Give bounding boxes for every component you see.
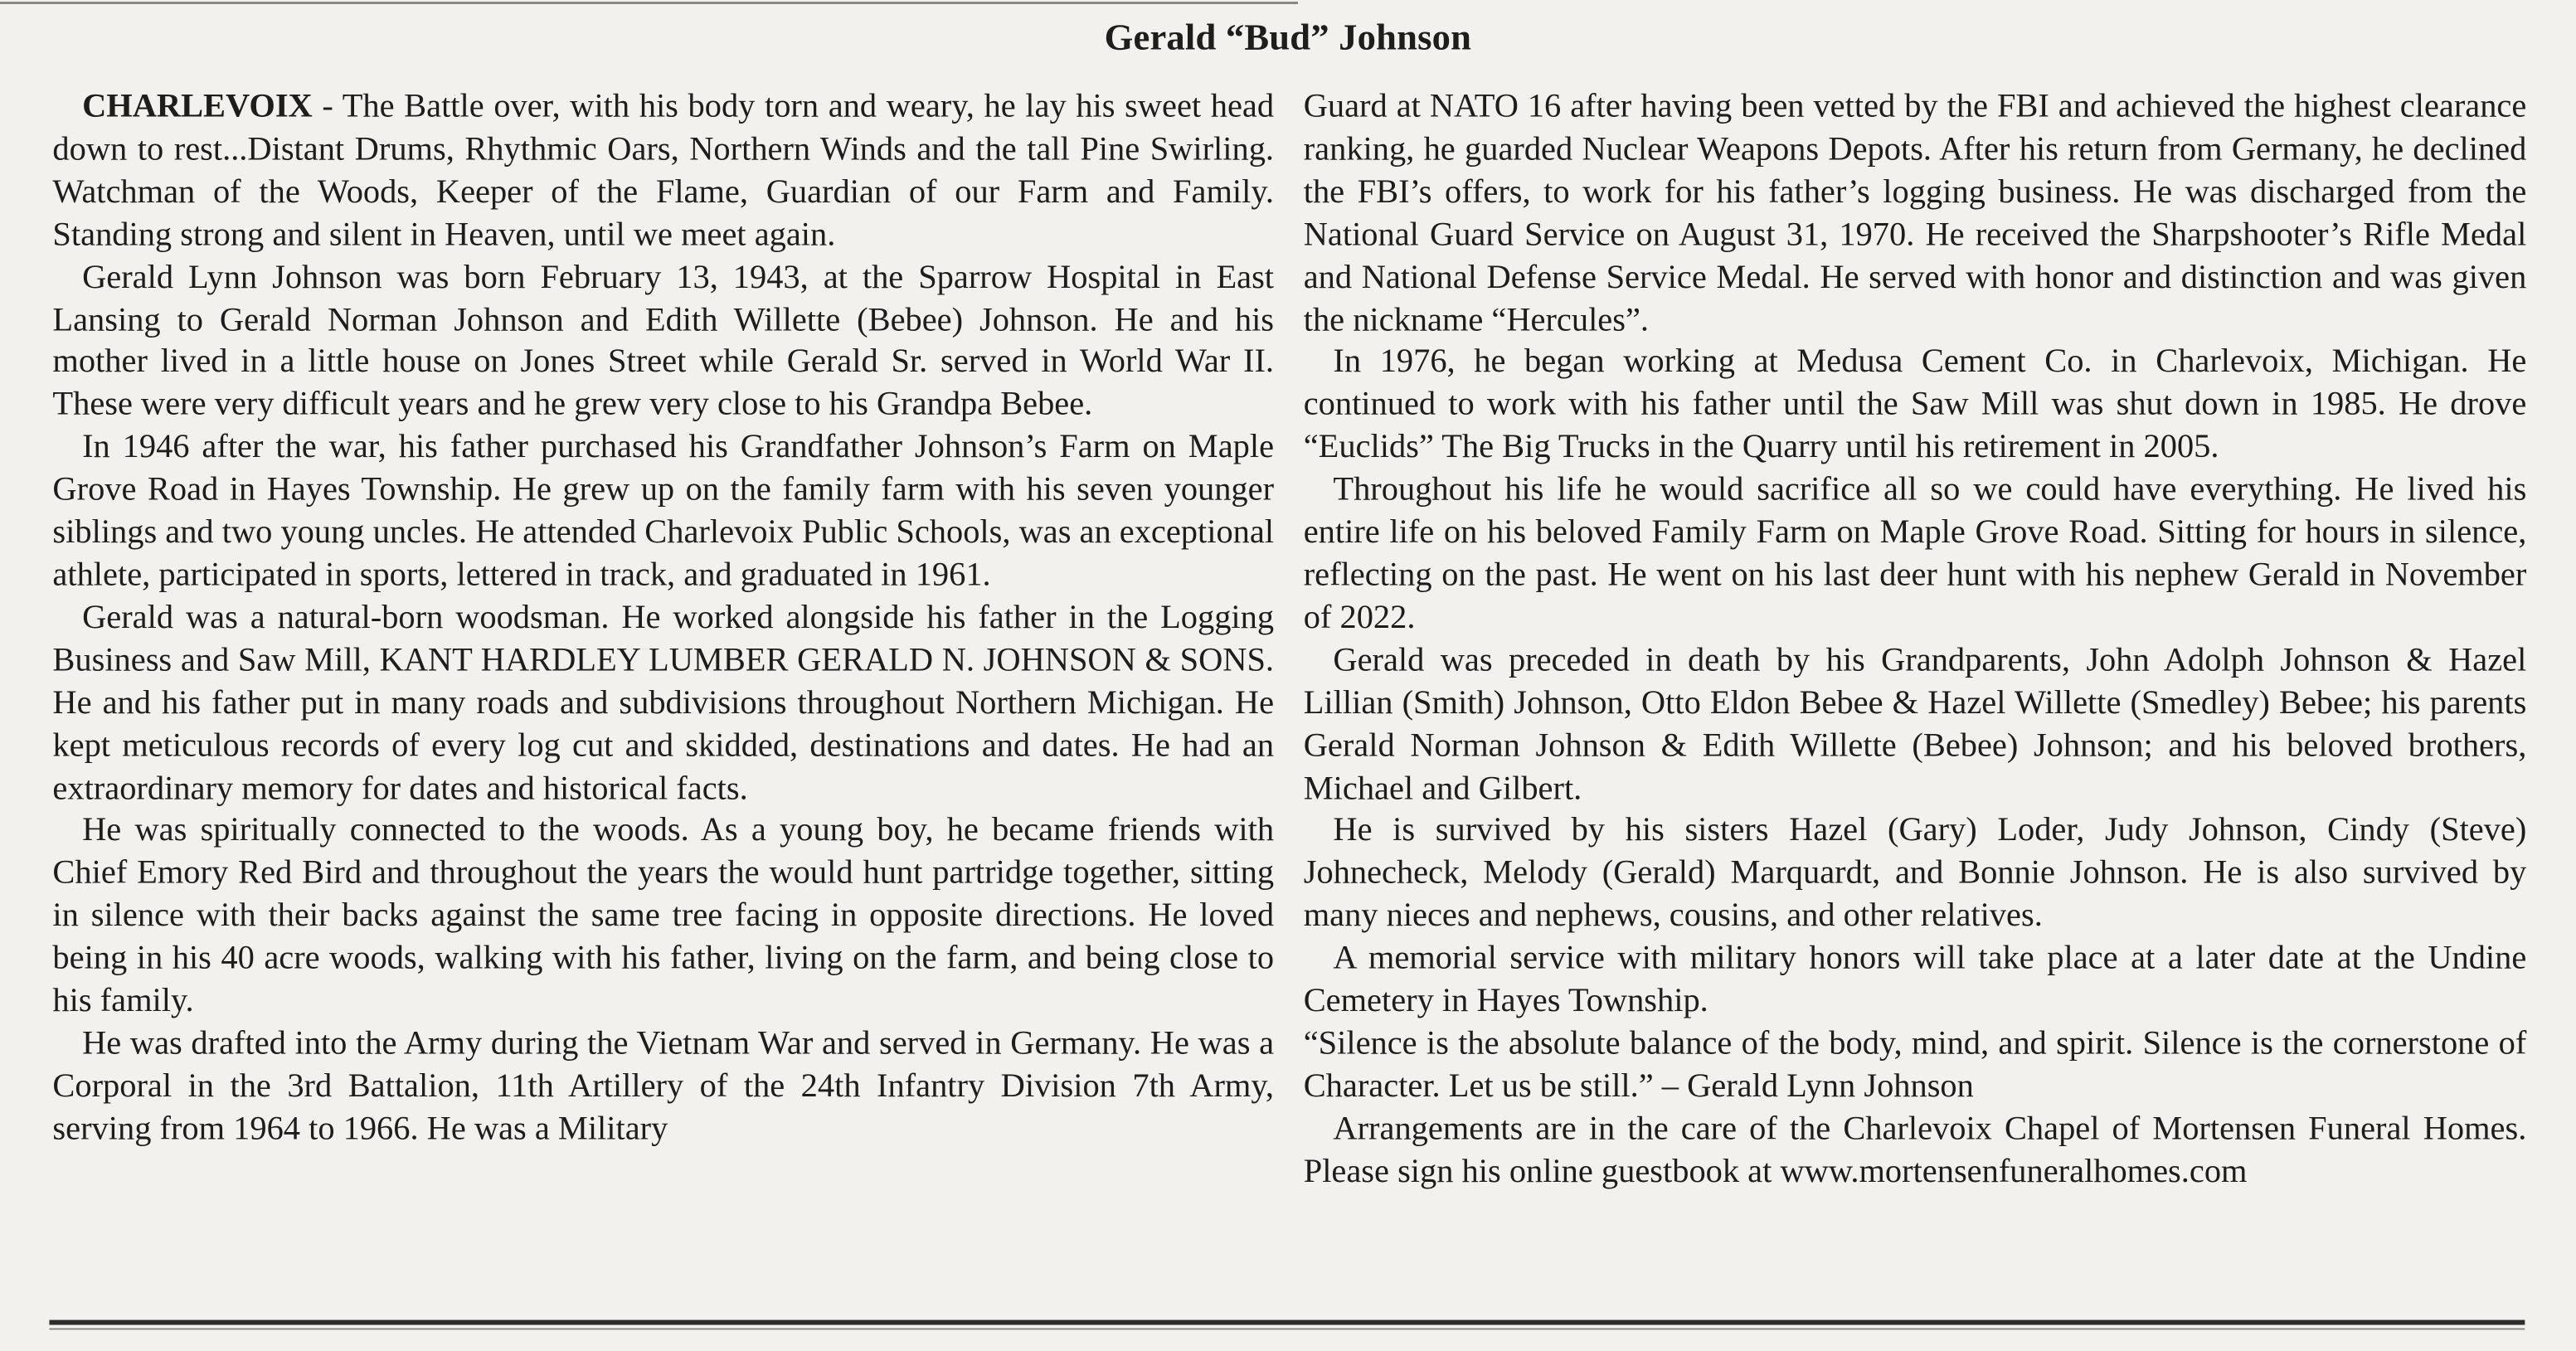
paragraph: Gerald was preceded in death by his Grandparents, John Adolph Johnson & Hazel Lillian (Smith) Johnson, Otto Eldon Bebee & Hazel Willette (Smedley) Bebee; his parents Gerald Norman Johnson & Edith Willette (Bebee) Johnson; and his beloved brothers, Michael and Gilbert. [1303,642,2527,807]
bottom-rule-thin [49,1328,2525,1329]
bottom-rule [49,1320,2525,1325]
paragraph-text: - The Battle over, with his body torn and weary, he lay his sweet head down to rest...Distant Drums, Rhythmic Oars, Northern Winds and the tall Pine Swirling. Watchman of the Woods, Keeper of the Flame, Guardian of our Farm and Family. Standing strong and silent in Heaven, until we meet again. [52,89,1275,253]
paragraph-continued: Guard at NATO 16 after having been vetted by the FBI and achieved the highest clearance ranking, he guarded Nuclear Weapons Depots. After his return from Germany, he declined the FBI’s offers, to work for his father’s logging business. He was discharged from the National Guard Service on August 31, 1970. He received the Sharpshooter’s Rifle Medal and National Defense Service Medal. He served with honor and distinction and was given the nickname “Hercules”. [1303,89,2527,338]
dateline: CHARLEVOIX [82,89,313,125]
paragraph: He was spiritually connected to the woods. As a young boy, he became friends with Chief Emory Red Bird and throughout the years the would hunt partridge together, sitting in silence with their backs against the same tree facing in opposite directions. He loved being in his 40 acre woods, walking with his father, living on the farm, and being close to his family. [52,812,1275,1019]
headline: Gerald “Bud” Johnson [1104,16,1472,58]
paragraph: Throughout his life he would sacrifice all so we could have everything. He lived his entire life on his beloved Family Farm on Maple Grove Road. Sitting for hours in silence, reflecting on the past. He went on his last deer hunt with his nephew Gerald in November of 2022. [1303,472,2527,636]
paragraph: He is survived by his sisters Hazel (Gary) Loder, Judy Johnson, Cindy (Steve) Johnecheck, Melody (Gerald) Marquardt, and Bonnie Johnson. He is also survived by many nieces and nephews, cousins, and other relatives. [1303,812,2527,935]
quote-paragraph: “Silence is the absolute balance of the body, mind, and spirit. Silence is the cornerstone of Character. Let us be still.” – Gerald Lynn Johnson [1303,1025,2527,1105]
paragraph: Gerald Lynn Johnson was born February 13, 1943, at the Sparrow Hospital in East Lansing to Gerald Norman Johnson and Edith Willette (Bebee) Johnson. He and his mother lived in a little house on Jones Street while Gerald Sr. served in World War II. These were very difficult years and he grew very close to his Grandpa Bebee. [52,259,1275,424]
paragraph: He was drafted into the Army during the Vietnam War and served in Germany. He was a Corporal in the 3rd Battalion, 11th Artillery of the 24th Infantry Division 7th Army, serving from 1964 to 1966. He was a Military [52,1025,1275,1147]
right-column [1304,87,2527,1194]
left-column [52,87,1274,1152]
paragraph: In 1976, he began working at Medusa Cement Co. in Charlevoix, Michigan. He continued to work with his father until the Saw Mill was shut down in 1985. He drove “Euclids” The Big Trucks in the Quarry until his retirement in 2005. [1303,344,2527,466]
paragraph: Arrangements are in the care of the Charlevoix Chapel of Mortensen Funeral Homes. Please sign his online guestbook at www.mortensenfuneralhomes.com [1303,1110,2527,1190]
paragraph: In 1946 after the war, his father purchased his Grandfather Johnson’s Farm on Maple Grove Road in Hayes Township. He grew up on the family farm with his seven younger siblings and two young uncles. He attended Charlevoix Public Schools, was an exceptional athlete, participated in sports, lettered in track, and graduated in 1961. [52,429,1275,594]
paragraph [52,87,1274,257]
paragraph: A memorial service with military honors will take place at a later date at the Undine Cemetery in Hayes Township. [1303,940,2527,1019]
paragraph: Gerald was a natural-born woodsman. He worked alongside his father in the Logging Business and Saw Mill, KANT HARDLEY LUMBER GERALD N. JOHNSON & SONS. He and his father put in many roads and subdivisions throughout Northern Michigan. He kept meticulous records of every log cut and skidded, destinations and dates. He had an extraordinary memory for dates and historical facts. [52,600,1275,807]
